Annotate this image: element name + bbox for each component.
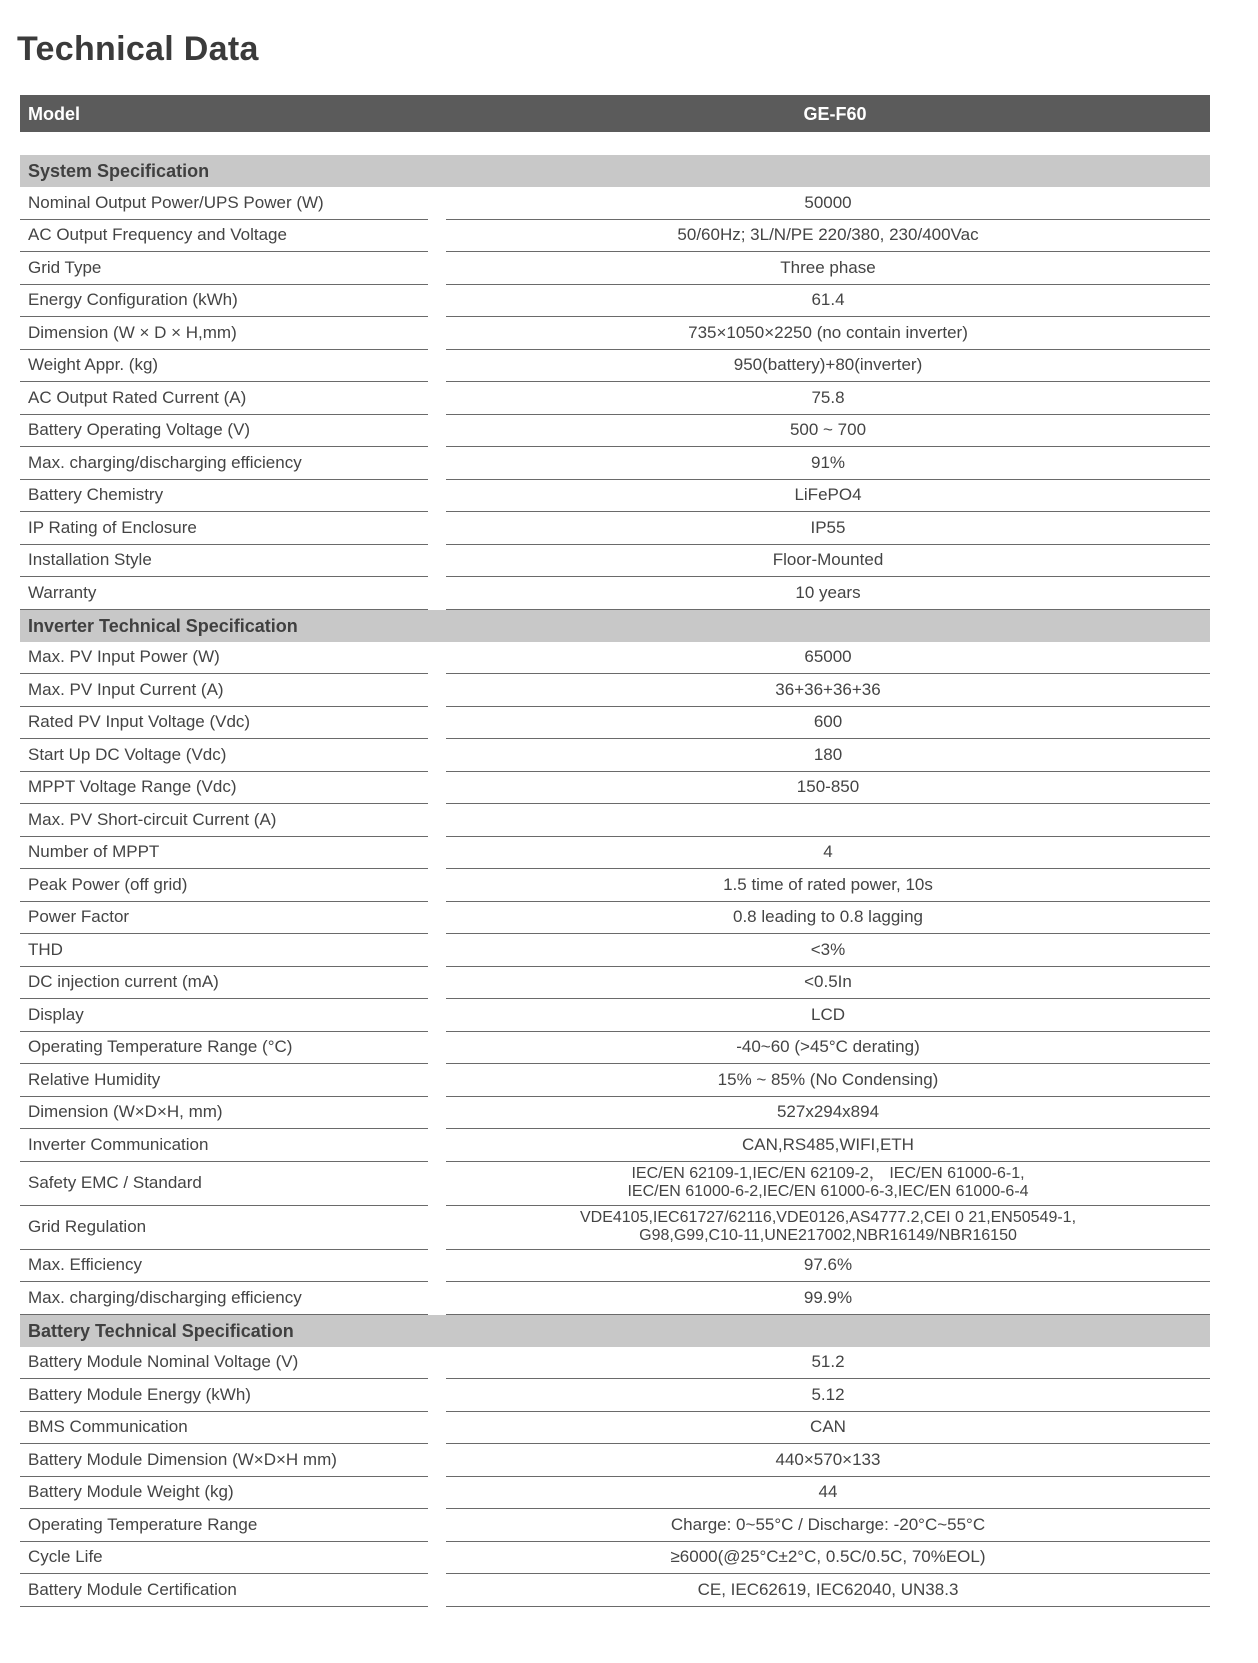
spec-row bbox=[20, 1162, 1210, 1206]
spec-value: 735×1050×2250 (no contain inverter) bbox=[446, 317, 1210, 350]
spec-row bbox=[20, 707, 1210, 740]
spec-label: Safety EMC / Standard bbox=[20, 1162, 428, 1206]
spec-row bbox=[20, 869, 1210, 902]
spec-label: Peak Power (off grid) bbox=[20, 869, 428, 902]
spec-value bbox=[446, 804, 1210, 837]
spec-label: Grid Type bbox=[20, 252, 428, 285]
spec-row bbox=[20, 480, 1210, 513]
spec-label: AC Output Rated Current (A) bbox=[20, 382, 428, 415]
spec-value: 15% ~ 85% (No Condensing) bbox=[446, 1064, 1210, 1097]
spec-value: 600 bbox=[446, 707, 1210, 740]
spec-label: IP Rating of Enclosure bbox=[20, 512, 428, 545]
spec-label: Cycle Life bbox=[20, 1542, 428, 1575]
spec-label: Weight Appr. (kg) bbox=[20, 350, 428, 383]
spec-row bbox=[20, 577, 1210, 610]
spec-row bbox=[20, 545, 1210, 578]
spec-row bbox=[20, 1379, 1210, 1412]
spec-row bbox=[20, 1542, 1210, 1575]
spec-table bbox=[20, 155, 1210, 1607]
spec-value: LCD bbox=[446, 999, 1210, 1032]
spec-value: -40~60 (>45°C derating) bbox=[446, 1032, 1210, 1065]
spec-value: Three phase bbox=[446, 252, 1210, 285]
spec-row bbox=[20, 772, 1210, 805]
spec-label: MPPT Voltage Range (Vdc) bbox=[20, 772, 428, 805]
spec-row bbox=[20, 317, 1210, 350]
spec-row bbox=[20, 902, 1210, 935]
section-heading: Battery Technical Specification bbox=[20, 1315, 1210, 1347]
spec-label: Battery Module Certification bbox=[20, 1574, 428, 1607]
spec-label: Battery Module Dimension (W×D×H mm) bbox=[20, 1444, 428, 1477]
section-heading: System Specification bbox=[20, 155, 1210, 187]
spec-row bbox=[20, 220, 1210, 253]
spec-value: IEC/EN 62109-1,IEC/EN 62109-2， IEC/EN 61000-6-1, IEC/EN 61000-6-2,IEC/EN 61000-6-3,IEC/EN 61000-6-4 bbox=[446, 1162, 1210, 1206]
spec-label: Max. charging/discharging efficiency bbox=[20, 1282, 428, 1315]
page-title: Technical Data bbox=[17, 30, 259, 68]
spec-label: Max. PV Input Current (A) bbox=[20, 674, 428, 707]
spec-label: Max. PV Input Power (W) bbox=[20, 642, 428, 675]
spec-value: CAN bbox=[446, 1412, 1210, 1445]
model-value: GE-F60 bbox=[803, 104, 867, 124]
spec-value: 0.8 leading to 0.8 lagging bbox=[446, 902, 1210, 935]
spec-label: Battery Operating Voltage (V) bbox=[20, 415, 428, 448]
spec-row bbox=[20, 967, 1210, 1000]
spec-row bbox=[20, 642, 1210, 675]
spec-label: Inverter Communication bbox=[20, 1129, 428, 1162]
spec-value: 50/60Hz; 3L/N/PE 220/380, 230/400Vac bbox=[446, 220, 1210, 253]
spec-row bbox=[20, 1477, 1210, 1510]
model-header-bar bbox=[20, 95, 1210, 132]
spec-row bbox=[20, 1097, 1210, 1130]
spec-label: Installation Style bbox=[20, 545, 428, 578]
spec-label: DC injection current (mA) bbox=[20, 967, 428, 1000]
spec-row bbox=[20, 1250, 1210, 1283]
spec-label: AC Output Frequency and Voltage bbox=[20, 220, 428, 253]
spec-row bbox=[20, 1032, 1210, 1065]
spec-label: Dimension (W × D × H,mm) bbox=[20, 317, 428, 350]
spec-label: Display bbox=[20, 999, 428, 1032]
spec-label: Power Factor bbox=[20, 902, 428, 935]
spec-row bbox=[20, 1206, 1210, 1250]
spec-label: Max. Efficiency bbox=[20, 1250, 428, 1283]
spec-row bbox=[20, 1412, 1210, 1445]
spec-value: 91% bbox=[446, 447, 1210, 480]
spec-value: VDE4105,IEC61727/62116,VDE0126,AS4777.2,CEI 0 21,EN50549-1, G98,G99,C10-11,UNE217002,NBR16149/NBR16150 bbox=[446, 1206, 1210, 1250]
spec-label: Battery Module Nominal Voltage (V) bbox=[20, 1347, 428, 1380]
spec-value: 44 bbox=[446, 1477, 1210, 1510]
spec-label: BMS Communication bbox=[20, 1412, 428, 1445]
spec-value: 527x294x894 bbox=[446, 1097, 1210, 1130]
spec-value: 36+36+36+36 bbox=[446, 674, 1210, 707]
spec-row bbox=[20, 1282, 1210, 1315]
spec-row bbox=[20, 1347, 1210, 1380]
spec-row bbox=[20, 285, 1210, 318]
spec-value: <0.5In bbox=[446, 967, 1210, 1000]
spec-row bbox=[20, 1064, 1210, 1097]
spec-value: 5.12 bbox=[446, 1379, 1210, 1412]
spec-value: 51.2 bbox=[446, 1347, 1210, 1380]
model-label: Model bbox=[28, 104, 80, 124]
spec-value: CE, IEC62619, IEC62040, UN38.3 bbox=[446, 1574, 1210, 1607]
spec-label: Relative Humidity bbox=[20, 1064, 428, 1097]
spec-label: Operating Temperature Range bbox=[20, 1509, 428, 1542]
spec-value: 500 ~ 700 bbox=[446, 415, 1210, 448]
spec-label: Operating Temperature Range (°C) bbox=[20, 1032, 428, 1065]
spec-value: 50000 bbox=[446, 187, 1210, 220]
spec-label: Battery Chemistry bbox=[20, 480, 428, 513]
spec-label: Dimension (W×D×H, mm) bbox=[20, 1097, 428, 1130]
spec-label: Battery Module Weight (kg) bbox=[20, 1477, 428, 1510]
spec-value: Charge: 0~55°C / Discharge: -20°C~55°C bbox=[446, 1509, 1210, 1542]
spec-value: 4 bbox=[446, 837, 1210, 870]
spec-value: IP55 bbox=[446, 512, 1210, 545]
spec-value: 65000 bbox=[446, 642, 1210, 675]
spec-label: THD bbox=[20, 934, 428, 967]
spec-label: Max. charging/discharging efficiency bbox=[20, 447, 428, 480]
spec-value: 97.6% bbox=[446, 1250, 1210, 1283]
spec-label: Warranty bbox=[20, 577, 428, 610]
spec-value: <3% bbox=[446, 934, 1210, 967]
spec-label: Energy Configuration (kWh) bbox=[20, 285, 428, 318]
spec-value: 150-850 bbox=[446, 772, 1210, 805]
spec-value: 950(battery)+80(inverter) bbox=[446, 350, 1210, 383]
spec-row bbox=[20, 447, 1210, 480]
spec-row bbox=[20, 934, 1210, 967]
spec-row bbox=[20, 1574, 1210, 1607]
spec-value: LiFePO4 bbox=[446, 480, 1210, 513]
spec-label: Rated PV Input Voltage (Vdc) bbox=[20, 707, 428, 740]
spec-value: 1.5 time of rated power, 10s bbox=[446, 869, 1210, 902]
spec-label: Battery Module Energy (kWh) bbox=[20, 1379, 428, 1412]
spec-value: 440×570×133 bbox=[446, 1444, 1210, 1477]
spec-value: 180 bbox=[446, 739, 1210, 772]
spec-label: Start Up DC Voltage (Vdc) bbox=[20, 739, 428, 772]
spec-value: 61.4 bbox=[446, 285, 1210, 318]
spec-value: ≥6000(@25°C±2°C, 0.5C/0.5C, 70%EOL) bbox=[446, 1542, 1210, 1575]
spec-row bbox=[20, 350, 1210, 383]
spec-value: 99.9% bbox=[446, 1282, 1210, 1315]
spec-value: Floor-Mounted bbox=[446, 545, 1210, 578]
spec-row bbox=[20, 1444, 1210, 1477]
spec-row bbox=[20, 674, 1210, 707]
spec-value: CAN,RS485,WIFI,ETH bbox=[446, 1129, 1210, 1162]
spec-row bbox=[20, 999, 1210, 1032]
spec-value: 10 years bbox=[446, 577, 1210, 610]
spec-row bbox=[20, 739, 1210, 772]
spec-row bbox=[20, 252, 1210, 285]
spec-row bbox=[20, 1129, 1210, 1162]
spec-row bbox=[20, 1509, 1210, 1542]
spec-row bbox=[20, 187, 1210, 220]
spec-row bbox=[20, 804, 1210, 837]
spec-label: Max. PV Short-circuit Current (A) bbox=[20, 804, 428, 837]
spec-value: 75.8 bbox=[446, 382, 1210, 415]
spec-label: Grid Regulation bbox=[20, 1206, 428, 1250]
spec-row bbox=[20, 382, 1210, 415]
section-heading: Inverter Technical Specification bbox=[20, 610, 1210, 642]
spec-label: Nominal Output Power/UPS Power (W) bbox=[20, 187, 428, 220]
spec-row bbox=[20, 512, 1210, 545]
spec-row bbox=[20, 837, 1210, 870]
spec-label: Number of MPPT bbox=[20, 837, 428, 870]
spec-row bbox=[20, 415, 1210, 448]
